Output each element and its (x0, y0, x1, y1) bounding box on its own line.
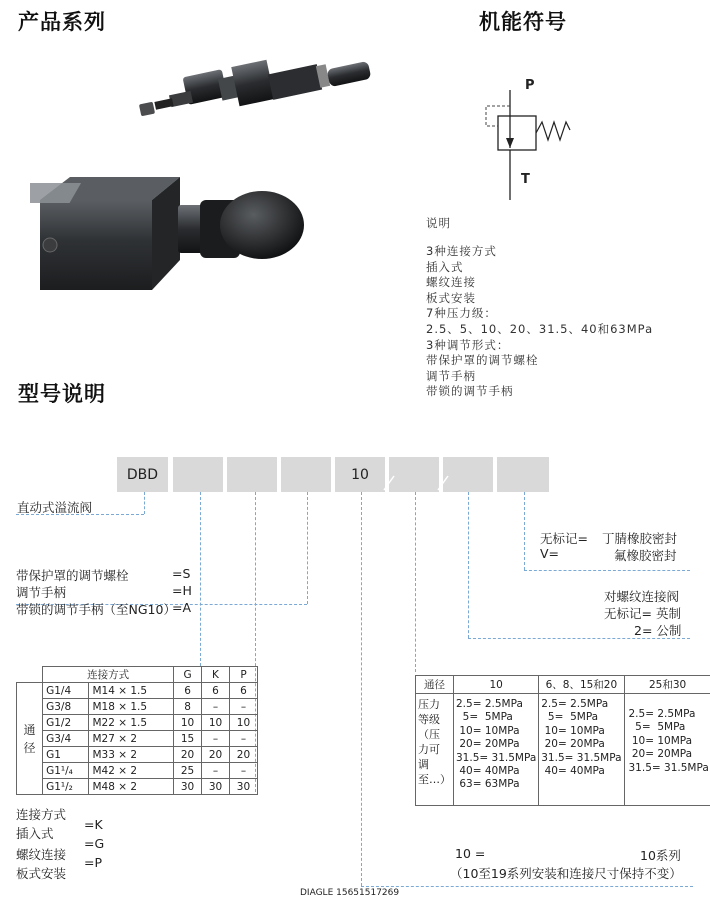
adjust-s-code: =S (172, 566, 191, 581)
notes-list (426, 244, 653, 400)
side-char: 通 (23, 722, 36, 737)
slash-marks (380, 470, 450, 492)
conn-legend-p-label: 板式安装 (16, 866, 67, 881)
adjust-h-label: 调节手柄 (16, 585, 67, 600)
conn-header: 连接方式 (43, 667, 174, 683)
notes-title: 说明 (426, 216, 451, 230)
pressure-header-6-20: 6、8、15和20 (539, 676, 624, 694)
size-side-label (17, 683, 43, 795)
note-line: 带锁的调节手柄 (426, 384, 514, 399)
thread-imperial: 无标记= 英制 (604, 606, 681, 621)
table-cell: M48 × 2 (89, 779, 174, 795)
note-line: 2.5、5、10、20、31.5、40和63MPa (426, 321, 654, 336)
series-code: 10 = (455, 846, 486, 861)
table-cell: 25 (174, 763, 202, 779)
note-line: 调节手柄 (426, 368, 476, 383)
table-cell: – (202, 699, 230, 715)
conn-header-p: P (229, 667, 257, 683)
code-box-dbd: DBD (117, 457, 168, 492)
adjust-a-code: =A (172, 600, 192, 615)
series-label: 10系列 (640, 848, 681, 863)
table-cell: M14 × 1.5 (89, 683, 174, 699)
table-cell: 30 (229, 779, 257, 795)
adjust-s-label: 带保护罩的调节螺栓 (16, 568, 129, 583)
series-note: （10至19系列安装和连接尺寸保持不变） (450, 866, 682, 881)
code-box-series: 10 (335, 457, 385, 492)
table-cell: 20 (174, 747, 202, 763)
code-box-size (227, 457, 277, 492)
table-cell: – (229, 699, 257, 715)
conn-header-g: G (174, 667, 202, 683)
table-cell: – (229, 763, 257, 779)
table-cell: 30 (174, 779, 202, 795)
table-cell: M27 × 2 (89, 731, 174, 747)
product-images (30, 55, 390, 305)
table-cell: 10 (202, 715, 230, 731)
table-cell: G1 (43, 747, 89, 763)
conn-legend-k-label: 插入式 (16, 826, 54, 841)
conn-header-k: K (202, 667, 230, 683)
thread-metric: 2= 公制 (634, 623, 682, 638)
code-box-connection (173, 457, 223, 492)
code-box-seal (497, 457, 549, 492)
table-cell: 6 (229, 683, 257, 699)
footer-text: DIAGLE 15651517269 (300, 888, 400, 898)
conn-legend-k-code: =K (84, 817, 103, 832)
adjust-h-code: =H (172, 583, 192, 598)
cartridge-valve-image (139, 60, 372, 117)
pressure-col-10: 2.5= 2.5MPa 5= 5MPa 10= 10MPa 20= 20MPa 31.5= 31.5MPa 40= 40MPa 63= 63MPa (456, 698, 537, 791)
table-cell: – (202, 731, 230, 747)
pressure-col-6-20: 2.5= 2.5MPa 5= 5MPa 10= 10MPa 20= 20MPa 31.5= 31.5MPa 40= 40MPa (541, 698, 622, 778)
pressure-table (415, 675, 710, 806)
note-line: 3种连接方式 (426, 244, 497, 258)
plate-valve-image (30, 177, 304, 290)
product-series-heading: 产品系列 (18, 10, 106, 34)
table-cell: M42 × 2 (89, 763, 174, 779)
conn-legend-title: 连接方式 (16, 807, 67, 822)
table-cell: 30 (202, 779, 230, 795)
code-box-thread (443, 457, 493, 492)
table-cell: – (229, 731, 257, 747)
connection-size-table (16, 666, 258, 795)
table-cell: G1/2 (43, 715, 89, 731)
adjust-a-label: 带锁的调节手柄（至NG10） (16, 602, 176, 617)
port-t-label: T (521, 172, 530, 187)
seal-nbr-label: 丁腈橡胶密封 (602, 531, 678, 546)
code-box-adjust (281, 457, 331, 492)
model-heading: 型号说明 (18, 382, 106, 406)
table-cell: 15 (174, 731, 202, 747)
table-cell: G1¹/₂ (43, 779, 89, 795)
table-cell: 6 (174, 683, 202, 699)
pressure-side-label: 压力 等级 （压 力可 调 至…） (418, 698, 451, 786)
table-cell: 8 (174, 699, 202, 715)
table-cell: M22 × 1.5 (89, 715, 174, 731)
pressure-header-25-30: 25和30 (624, 676, 710, 694)
symbol-heading: 机能符号 (479, 10, 567, 34)
pressure-header-10: 10 (454, 676, 539, 694)
table-cell: 6 (202, 683, 230, 699)
conn-legend-g-code: =G (84, 836, 105, 851)
table-cell: G1/4 (43, 683, 89, 699)
table-cell: G3/8 (43, 699, 89, 715)
pressure-col-25-30: 2.5= 2.5MPa 5= 5MPa 10= 10MPa 20= 20MPa 31.5= 31.5MPa (628, 708, 709, 774)
table-cell: 20 (229, 747, 257, 763)
table-cell: G1¹/₄ (43, 763, 89, 779)
side-char: 径 (23, 740, 36, 755)
note-line: 7种压力级： (426, 306, 497, 321)
conn-legend-g-label: 螺纹连接 (16, 847, 67, 862)
note-line: 插入式 (426, 259, 464, 274)
note-line: 板式安装 (426, 290, 476, 305)
seal-v-key: V= (540, 546, 560, 561)
seal-none-key: 无标记= (540, 531, 588, 546)
table-cell: G3/4 (43, 731, 89, 747)
direct-relief-valve-label: 直动式溢流阀 (17, 500, 93, 515)
note-line: 带保护罩的调节螺栓 (426, 353, 539, 368)
table-cell: M33 × 2 (89, 747, 174, 763)
note-line: 3种调节形式： (426, 337, 510, 352)
table-cell: 10 (174, 715, 202, 731)
thread-title: 对螺纹连接阀 (604, 589, 680, 604)
table-cell: 10 (229, 715, 257, 731)
seal-fkm-label: 氟橡胶密封 (614, 548, 677, 563)
table-cell: 20 (202, 747, 230, 763)
conn-legend-p-code: =P (84, 855, 103, 870)
table-cell: – (202, 763, 230, 779)
table-cell: M18 × 1.5 (89, 699, 174, 715)
pressure-header-size: 通径 (416, 676, 454, 694)
note-line: 螺纹连接 (426, 275, 476, 290)
port-p-label: P (525, 78, 535, 93)
